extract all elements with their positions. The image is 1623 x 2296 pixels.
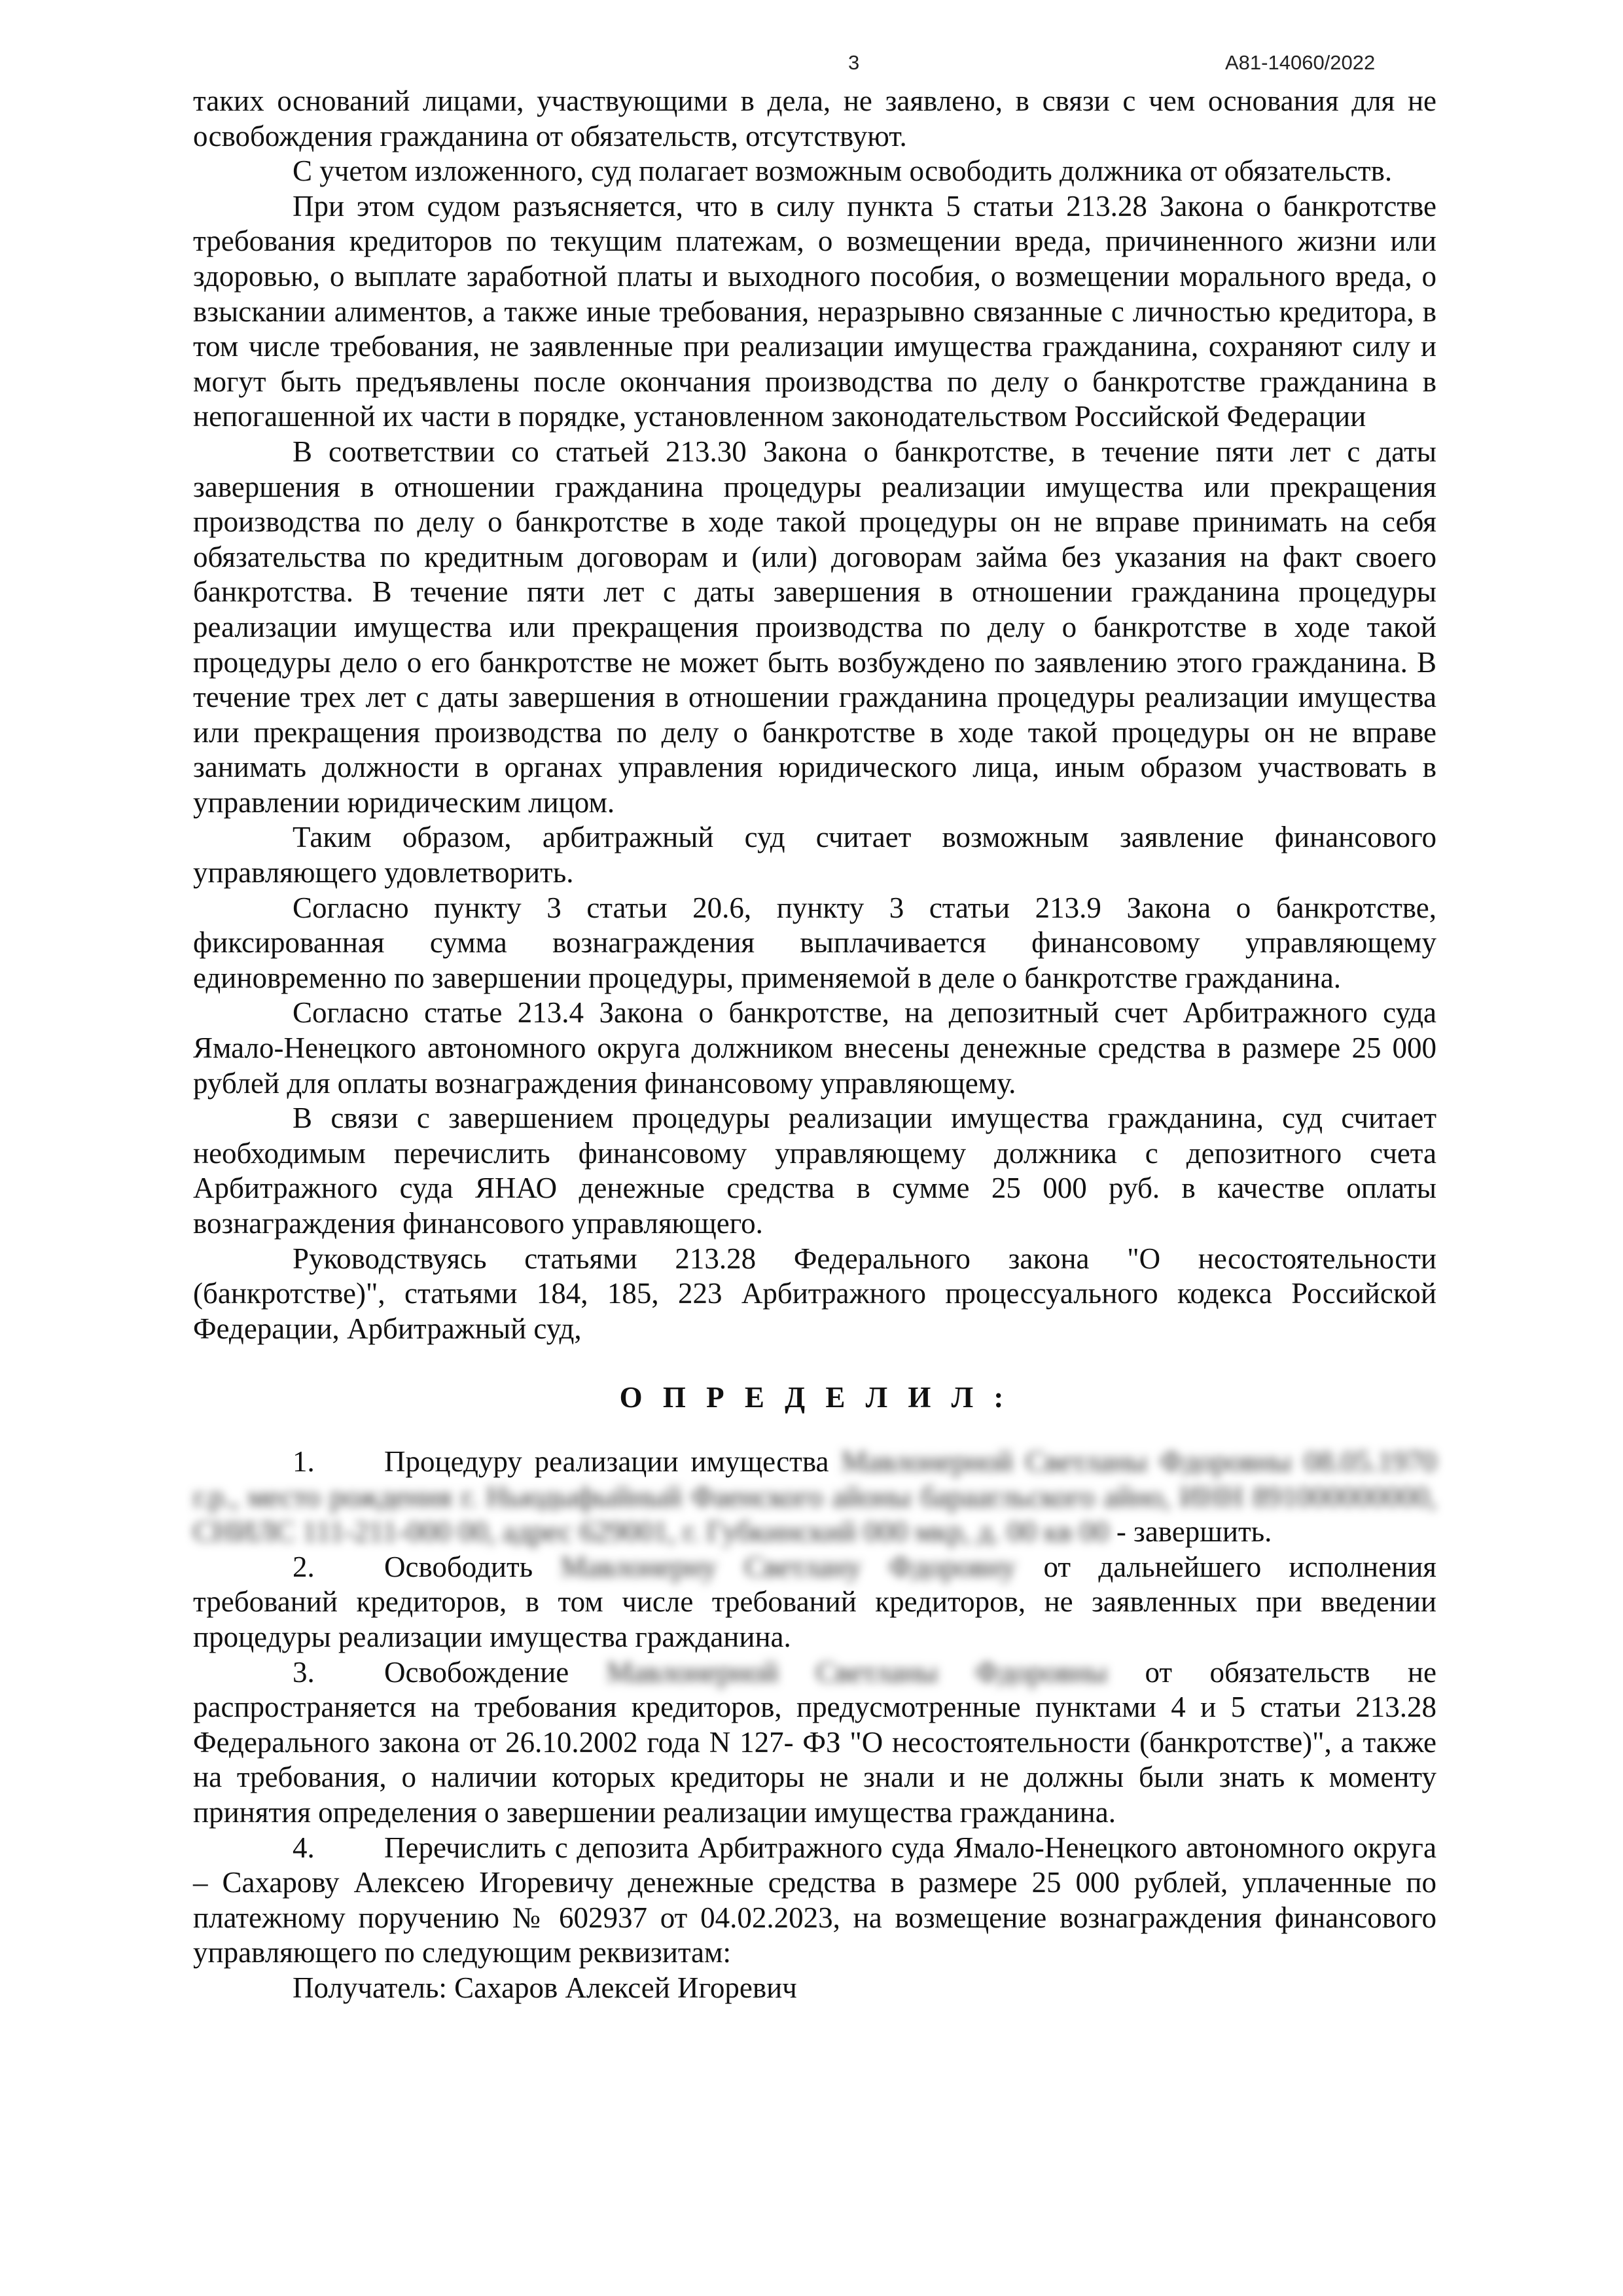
paragraph: С учетом изложенного, суд полагает возможным освободить должника от обязательств. — [293, 154, 1393, 188]
paragraph: В связи с завершением процедуры реализации имущества гражданина, суд считает необходимым перечислить финансовому управляющему должника с депозитного счета Арбитражного суда ЯНАО денежные средства в сумме 25 000 руб. в качестве оплаты вознаграждения финансового управляющего. — [193, 1102, 1436, 1240]
item-number: 2. — [293, 1550, 315, 1583]
recipient-line: Получатель: Сахаров Алексей Игоревич — [293, 1971, 797, 2004]
paragraph: Руководствуясь статьями 213.28 Федерального закона "О несостоятельности (банкротстве)", статьями 184, 185, 223 Арбитражного процессуального кодекса Российской Федерации, Арбитражный суд, — [193, 1242, 1436, 1345]
ruling-item-4 — [193, 1831, 1436, 1971]
paragraph: В соответствии со статьей 213.30 Закона о банкротстве, в течение пяти лет с даты завершения в отношении гражданина процедуры реализации имущества или прекращения производства по делу о банкротстве в ходе такой процедуры он не вправе принимать на себя обязательства по кредитным договорам и (или) договорам займа без указания на факт своего банкротства. В течение пяти лет с даты завершения в отношении гражданина процедуры реализации имущества или прекращения производства по делу о банкротстве в ходе такой процедуры дело о его банкротстве не может быть возбуждено по заявлению этого гражданина. В течение трех лет с даты завершения в отношении гражданина процедуры реализации имущества или прекращения производства по делу о банкротстве в ходе такой процедуры он не вправе занимать должности в органах управления юридического лица, иным образом участвовать в управлении юридическим лицом. — [193, 435, 1436, 819]
item-text: Освобождение — [384, 1655, 607, 1689]
ruling-item-2 — [193, 1550, 1436, 1655]
redacted-text: Мавлонерной Светланы Фдоровны 08.05.1970 г.р., место рождения г. Ньюдыфыйный Фаенского айоны бараагльского айно, ИНН 891000000000, СНИЛС 111-211-000 00, адрес 629001, г. Губкинский 000 мкр, д. 00 кв 00 — [193, 1444, 1436, 1549]
item-text-after: - завершить. — [1109, 1515, 1272, 1549]
redacted-text: Мавлонерной Светланы Фдоровны — [606, 1655, 1108, 1689]
document-body — [193, 84, 1436, 2005]
item-text: Перечислить с депозита Арбитражного суда Ямало-Ненецкого автономного округа – Сахарову Алексею Игоревичу денежные средства в размере 25 000 рублей, уплаченные по платежному поручению № 602937 от 04.02.2023, на возмещение вознаграждения финансового управляющего по следующим реквизитам: — [193, 1831, 1436, 1969]
ruling-title: О П Р Е Д Е Л И Л : — [619, 1381, 1010, 1414]
item-number: 4. — [293, 1831, 315, 1864]
ruling-item-3 — [193, 1655, 1436, 1831]
item-number: 3. — [293, 1655, 315, 1689]
paragraph-continuation: таких оснований лицами, участвующими в дела, не заявлено, в связи с чем основания для не освобождения гражданина от обязательств, отсутствуют. — [193, 84, 1436, 152]
redacted-text: Мавлонерну Светлану Фдоровну — [560, 1550, 1016, 1583]
item-text-after: от дальнейшего исполнения требований кредиторов, в том числе требований кредиторов, не заявленных при введении процедуры реализации имущества гражданина. — [193, 1550, 1436, 1653]
item-text-after: от обязательств не распространяется на требования кредиторов, предусмотренные пунктами 4 и 5 статьи 213.28 Федерального закона от 26.10.2002 года N 127- ФЗ "О несостоятельности (банкротстве)", а также на требования, о наличии которых кредиторы не знали и не должны были знать к моменту принятия определения о завершении реализации имущества гражданина. — [193, 1655, 1436, 1829]
page-number: 3 — [848, 51, 860, 74]
item-number: 1. — [293, 1444, 315, 1478]
paragraph: Таким образом, арбитражный суд считает возможным заявление финансового управляющего удовлетворить. — [193, 821, 1436, 889]
item-text: Освободить — [384, 1550, 561, 1583]
case-number: А81-14060/2022 — [1225, 51, 1376, 74]
ruling-item-1 — [193, 1444, 1436, 1550]
item-text: Процедуру реализации имущества — [384, 1444, 842, 1478]
paragraph: Согласно статье 213.4 Закона о банкротстве, на депозитный счет Арбитражного суда Ямало-Ненецкого автономного округа должником внесены денежные средства в размере 25 000 рублей для оплаты вознаграждения финансовому управляющему. — [193, 996, 1436, 1100]
paragraph: Согласно пункту 3 статьи 20.6, пункту 3 статьи 213.9 Закона о банкротстве, фиксированная сумма вознаграждения выплачивается финансовому управляющему единовременно по завершении процедуры, применяемой в деле о банкротстве гражданина. — [193, 891, 1436, 994]
paragraph: При этом судом разъясняется, что в силу пункта 5 статьи 213.28 Закона о банкротстве требования кредиторов по текущим платежам, о возмещении вреда, причиненного жизни или здоровью, о выплате заработной платы и выходного пособия, о возмещении морального вреда, о взыскании алиментов, а также иные требования, неразрывно связанные с личностью кредитора, в том числе требования, не заявленные при реализации имущества гражданина, сохраняют силу и могут быть предъявлены после окончания производства по делу о банкротстве гражданина в непогашенной их части в порядке, установленном законодательством Российской Федерации — [193, 189, 1436, 433]
